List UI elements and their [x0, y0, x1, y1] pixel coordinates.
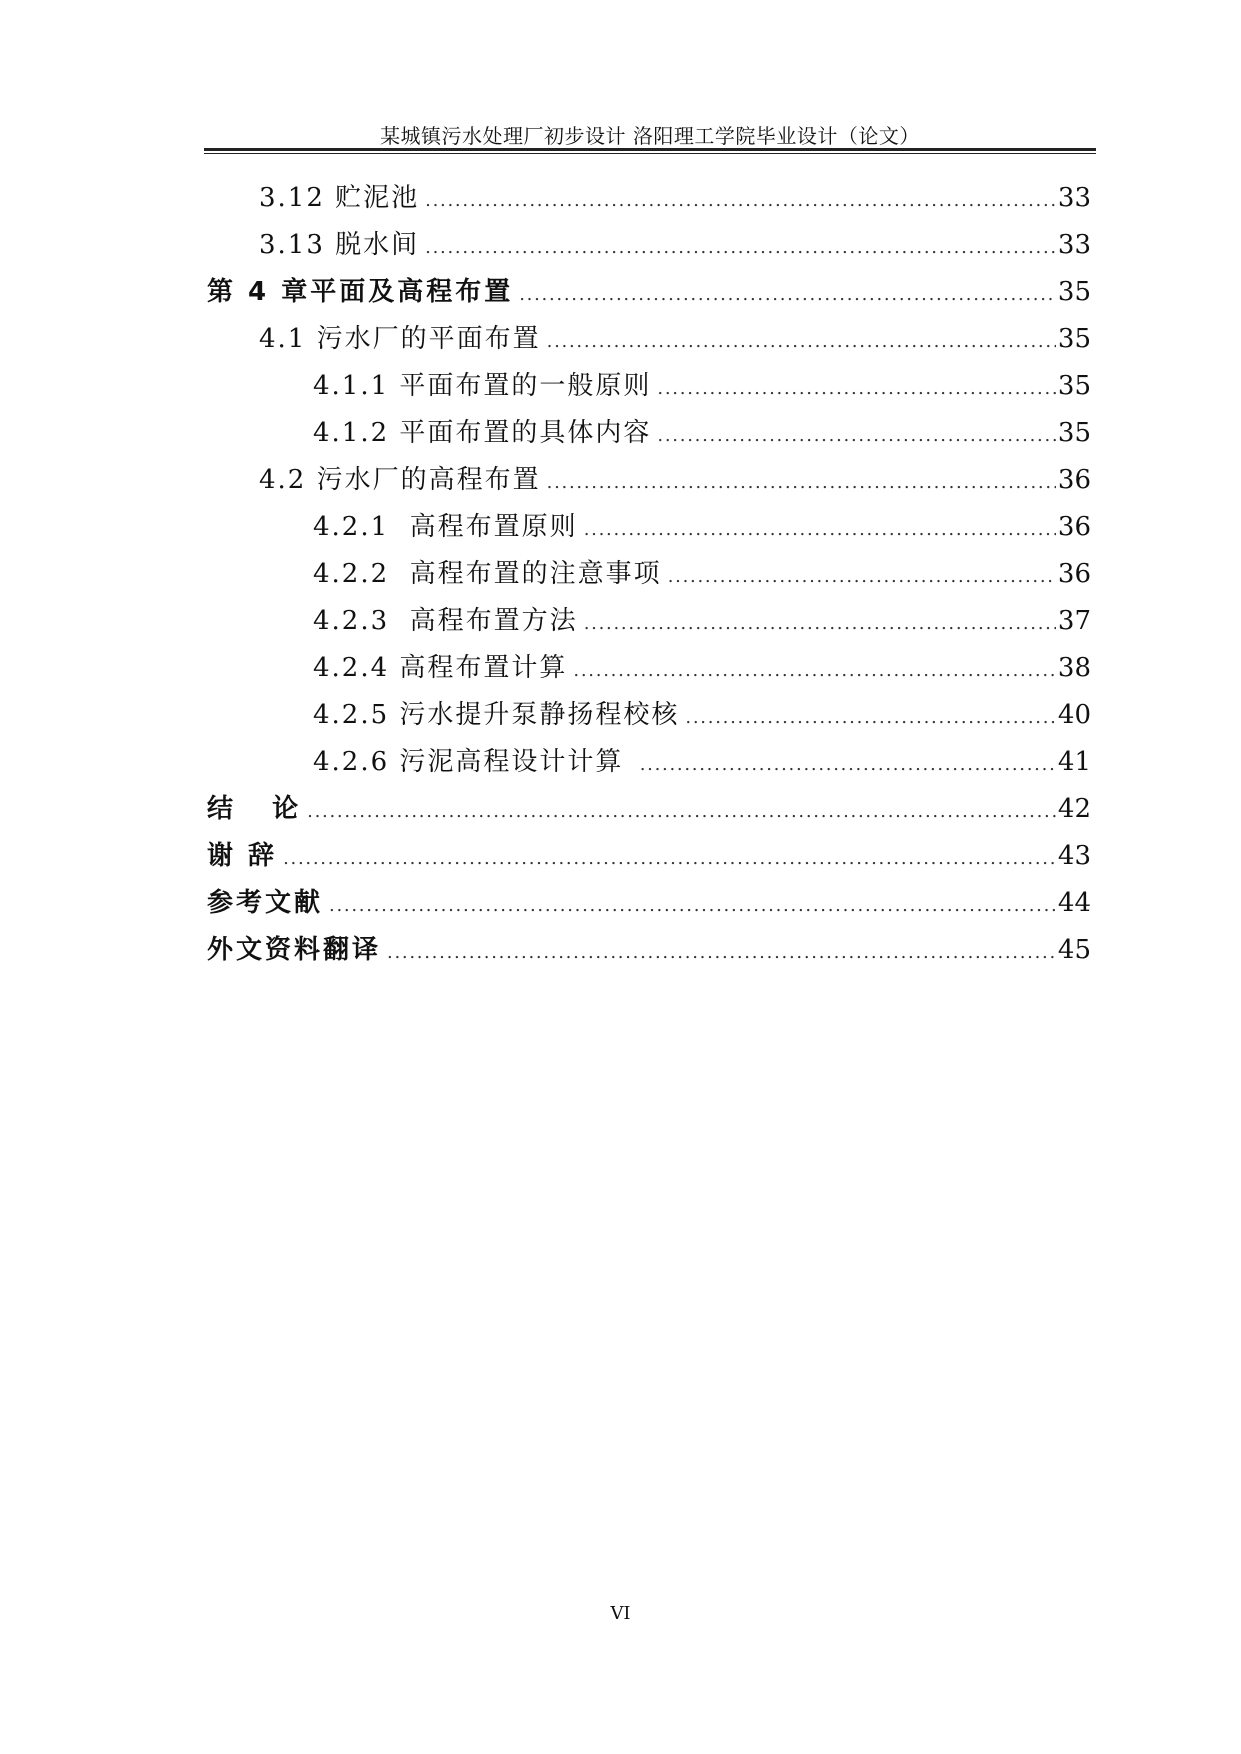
running-header: 某城镇污水处理厂初步设计 洛阳理工学院毕业设计（论文）: [380, 124, 920, 148]
toc-entry-page: 35: [1057, 418, 1091, 448]
toc-entry-title: 3.13 脱水间: [259, 230, 420, 260]
toc-entry[interactable]: [207, 647, 1091, 694]
toc-entry-page: 33: [1057, 183, 1091, 213]
toc-dot-leader: [283, 848, 1056, 869]
toc-entry-title: 4.2.4 高程布置计算: [313, 653, 568, 683]
toc-entry-title: 4.1 污水厂的平面布置: [259, 324, 541, 354]
toc-entry[interactable]: [207, 600, 1091, 647]
toc-entry[interactable]: [207, 882, 1091, 929]
toc-entry-page: 45: [1057, 935, 1091, 965]
toc-entry[interactable]: [207, 224, 1091, 271]
toc-entry[interactable]: [207, 271, 1091, 318]
toc-dot-leader: [573, 660, 1055, 681]
toc-dot-leader: [584, 519, 1056, 540]
toc-dot-leader: [547, 472, 1056, 493]
toc-entry-title: 参考文献: [207, 888, 324, 918]
toc-entry[interactable]: [207, 506, 1091, 553]
toc-entry-title: 结 论: [207, 794, 302, 824]
toc-entry-title: 4.2.2 高程布置的注意事项: [313, 559, 662, 589]
toc-entry-page: 35: [1057, 324, 1091, 354]
toc-entry-page: 33: [1057, 230, 1091, 260]
toc-entry[interactable]: [207, 412, 1091, 459]
toc-entry-page: 44: [1057, 888, 1091, 918]
toc-entry-title: 4.2 污水厂的高程布置: [259, 465, 541, 495]
toc-entry[interactable]: [207, 741, 1091, 788]
toc-dot-leader: [425, 190, 1056, 211]
toc-entry[interactable]: [207, 929, 1091, 976]
toc-entry-title: 4.2.5 污水提升泵静扬程校核: [313, 700, 680, 730]
toc-entry-page: 38: [1057, 653, 1091, 683]
toc-entry-page: 36: [1057, 559, 1091, 589]
header-rule-thin: [204, 153, 1096, 154]
header-rule: [204, 148, 1096, 151]
toc-entry-title: 4.1.2 平面布置的具体内容: [313, 418, 652, 448]
toc-entry-page: 36: [1057, 465, 1091, 495]
toc-entry-page: 41: [1057, 747, 1091, 777]
toc-dot-leader: [668, 566, 1056, 587]
toc-entry-title: 4.2.6 污泥高程设计计算: [313, 747, 634, 777]
toc-entry[interactable]: [207, 318, 1091, 365]
toc-dot-leader: [640, 754, 1056, 775]
toc-entry-title: 4.2.1 高程布置原则: [313, 512, 578, 542]
toc-entry[interactable]: [207, 553, 1091, 600]
toc-dot-leader: [329, 895, 1056, 916]
toc-entry-page: 35: [1057, 371, 1091, 401]
toc-entry[interactable]: [207, 365, 1091, 412]
toc-entry[interactable]: [207, 835, 1091, 882]
toc-dot-leader: [387, 942, 1056, 963]
toc-entry[interactable]: [207, 694, 1091, 741]
toc-entry-page: 42: [1057, 794, 1091, 824]
toc-entry-page: 43: [1057, 841, 1091, 871]
toc-entry-page: 37: [1057, 606, 1091, 636]
toc-dot-leader: [657, 378, 1055, 399]
toc-entry[interactable]: [207, 459, 1091, 506]
toc-entry-page: 40: [1057, 700, 1091, 730]
toc-entry[interactable]: [207, 788, 1091, 835]
toc-entry-title: 第 4 章平面及高程布置: [207, 277, 514, 307]
toc-entry-page: 36: [1057, 512, 1091, 542]
toc-entry-title: 4.1.1 平面布置的一般原则: [313, 371, 652, 401]
toc-dot-leader: [519, 284, 1056, 305]
toc-dot-leader: [584, 613, 1056, 634]
table-of-contents: [207, 177, 1091, 976]
toc-entry-title: 谢 辞: [207, 841, 278, 871]
toc-dot-leader: [547, 331, 1056, 352]
toc-entry-title: 外文资料翻译: [207, 935, 382, 965]
toc-entry[interactable]: [207, 177, 1091, 224]
toc-dot-leader: [425, 237, 1056, 258]
toc-entry-page: 35: [1057, 277, 1091, 307]
toc-dot-leader: [657, 425, 1055, 446]
toc-dot-leader: [307, 801, 1056, 822]
toc-entry-title: 3.12 贮泥池: [259, 183, 420, 213]
page-number: VI: [610, 1603, 631, 1624]
toc-entry-title: 4.2.3 高程布置方法: [313, 606, 578, 636]
toc-dot-leader: [685, 707, 1055, 728]
